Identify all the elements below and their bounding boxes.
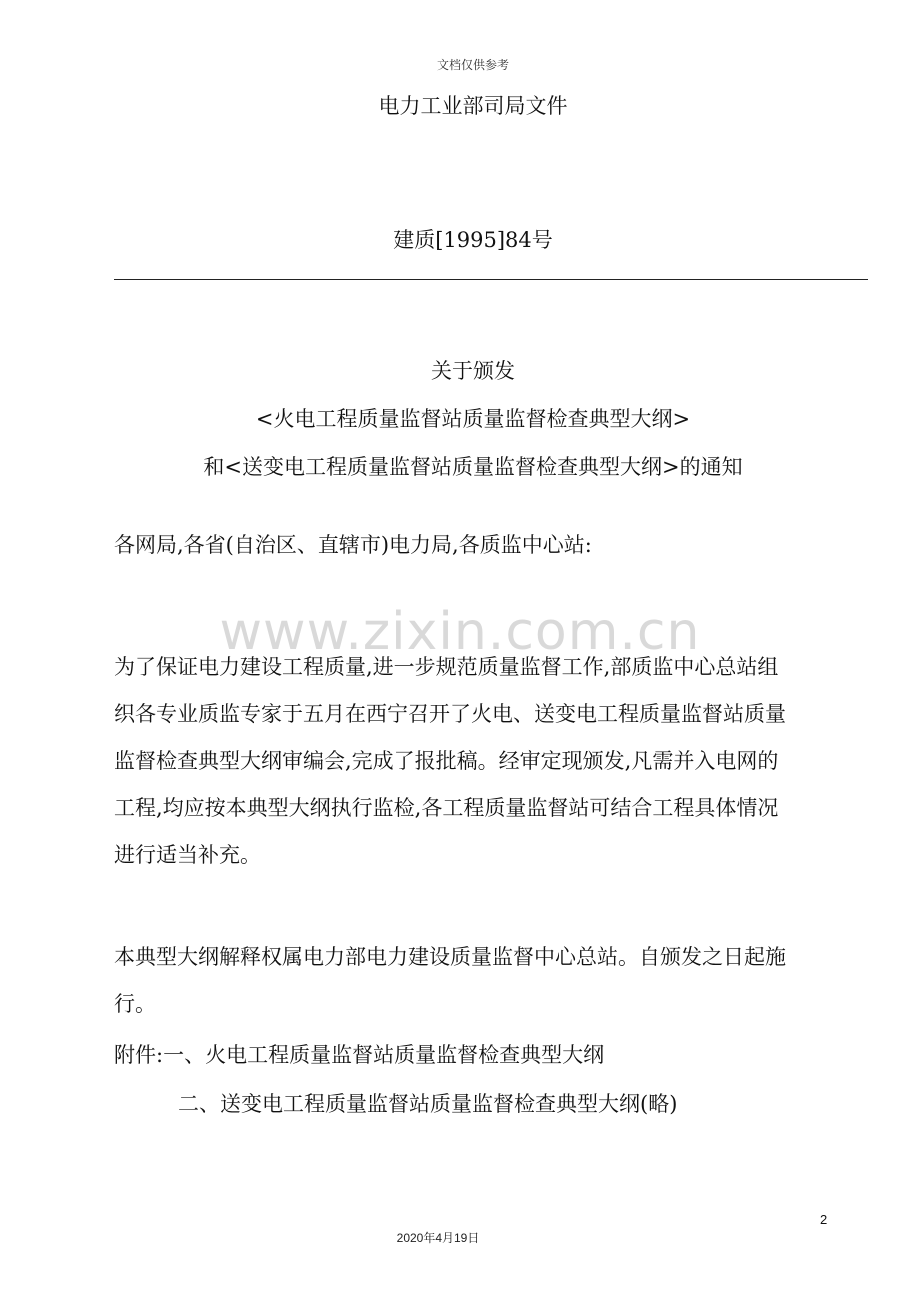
paragraph-line: 监督检查典型大纲审编会,完成了报批稿。经审定现颁发,凡需并入电网的	[114, 749, 779, 773]
document-number: 建质[1995]84号	[393, 228, 553, 252]
paragraph-line: 工程,均应按本典型大纲执行监检,各工程质量监督站可结合工程具体情况	[114, 796, 779, 820]
attachment-item-2: 二、送变电工程质量监督站质量监督检查典型大纲(略)	[178, 1092, 678, 1116]
header-note: 文档仅供参考	[436, 58, 509, 72]
paragraph-line: 进行适当补充。	[114, 843, 261, 867]
footer-date: 2020年4月19日	[396, 1231, 480, 1245]
header-divider	[114, 279, 868, 280]
paragraph-line: 本典型大纲解释权属电力部电力建设质量监督中心总站。自颁发之日起施	[114, 945, 786, 969]
notice-title-line-1: 关于颁发	[431, 359, 515, 383]
salutation: 各网局,各省(自治区、直辖市)电力局,各质监中心站:	[114, 533, 592, 557]
watermark: www.zixin.com.cn	[219, 602, 701, 662]
body-paragraph-2	[114, 934, 874, 1028]
page-number: 2	[820, 1212, 828, 1227]
notice-title-line-2: <火电工程质量监督站质量监督检查典型大纲>	[255, 407, 691, 431]
paragraph-line: 织各专业质监专家于五月在西宁召开了火电、送变电工程质量监督站质量	[114, 702, 786, 726]
paragraph-line: 为了保证电力建设工程质量,进一步规范质量监督工作,部质监中心总站组	[114, 655, 779, 679]
attachment-item-1: 附件:一、火电工程质量监督站质量监督检查典型大纲	[114, 1043, 605, 1067]
notice-title-line-3: 和<送变电工程质量监督站质量监督检查典型大纲>的通知	[203, 455, 743, 479]
body-paragraph-1	[114, 644, 874, 879]
paragraph-line: 行。	[114, 992, 156, 1016]
document-issuer-title: 电力工业部司局文件	[378, 94, 568, 118]
